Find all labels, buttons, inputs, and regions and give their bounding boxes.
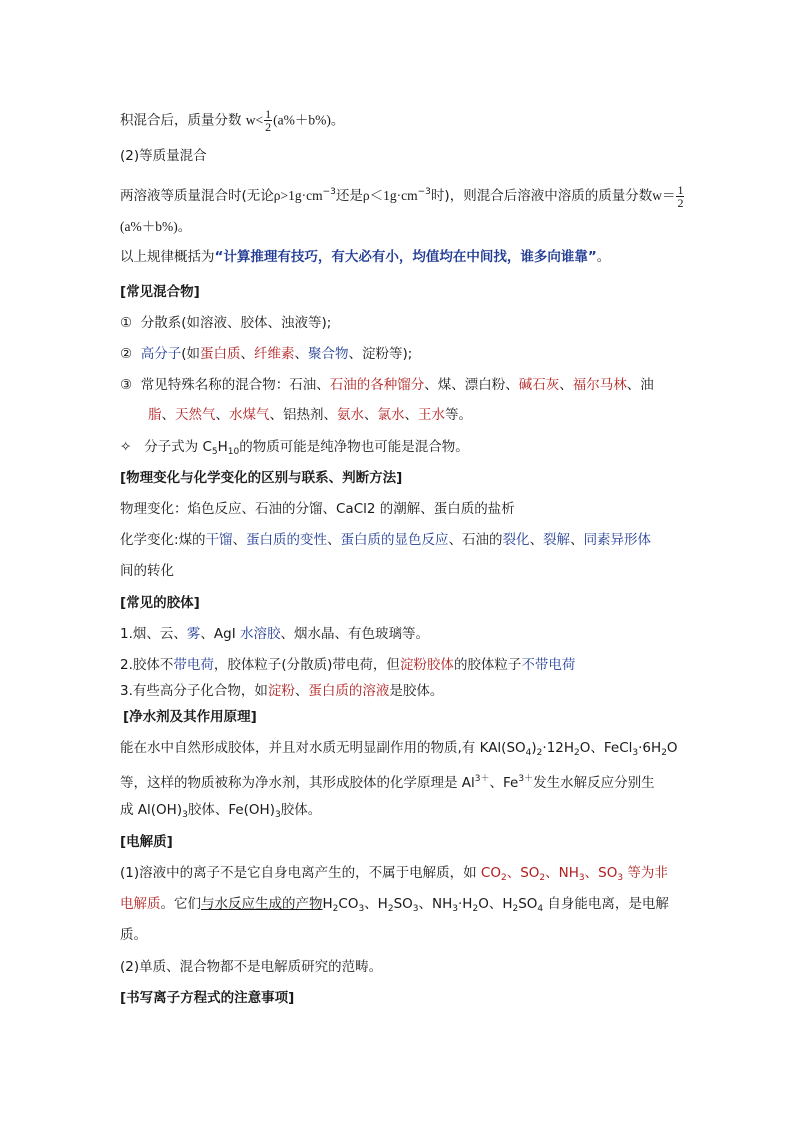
line-equal-mass-heading: (2)等质量混合 — [120, 148, 207, 164]
list-item-special-mixtures: ③ 常见特殊名称的混合物：石油、石油的各种馏分、煤、漂白粉、碱石灰、福尔马林、油 — [120, 377, 654, 393]
line-chemical-change: 化学变化:煤的干馏、蛋白质的变性、蛋白质的显色反应、石油的裂化、裂解、同素异形体 — [120, 532, 652, 548]
line-electrolyte-2: 电解质。它们与水反应生成的产物$H_2CO_3$、$H_2SO_3$、$NH_3\cdot H_2O$、$H_2SO_4$ 自身能电离，是电解 — [120, 896, 669, 914]
heading-electrolyte: [电解质] — [120, 834, 173, 850]
fraction-half: $\frac{1}{2}$ — [265, 107, 272, 134]
line-equal-mass-end: (a%＋b%)。 — [120, 219, 192, 234]
heading-physical-chemical-change: [物理变化与化学变化的区别与联系、判断方法] — [120, 470, 403, 486]
diamond-icon: ✧ — [120, 439, 132, 455]
list-item-polymer: ② 高分子(如蛋白质、纤维素、聚合物、淀粉等); — [120, 346, 413, 362]
line-physical-change: 物理变化：焰色反应、石油的分馏、CaCl2 的潮解、蛋白质的盐析 — [120, 501, 515, 517]
line-purifier-1: 能在水中自然形成胶体，并且对水质无明显副作用的物质,有 $KAl(SO_4)_2\cdot 12H_2O$、$FeCl_3\cdot 6H_2O$ — [120, 740, 678, 758]
line-colloid-2: 2.胶体不带电荷，胶体粒子(分散质)带电荷，但淀粉胶体的胶体粒子不带电荷 — [120, 657, 576, 673]
list-item-dispersion: ① 分散系(如溶液、胶体、浊液等); — [120, 315, 332, 331]
list-item-special-mixtures-cont: 脂、天然气、水煤气、铝热剂、氨水、氯水、王水等。 — [148, 407, 472, 423]
text: w< — [245, 112, 264, 128]
heading-ionic-equation-notes: [书写离子方程式的注意事项] — [120, 990, 295, 1006]
text: 积混合后，质量分数 — [120, 112, 242, 129]
heading-water-purifier: [净水剂及其作用原理] — [123, 709, 257, 725]
line-purifier-2: 等，这样的物质被称为净水剂，其形成胶体的化学原理是 $Al^{3+}$、$Fe^{3+}$发生水解反应分别生 — [120, 774, 655, 791]
line-colloid-1: 1.烟、云、雾、AgI 水溶胶、烟水晶、有色玻璃等。 — [120, 626, 429, 642]
line-electrolyte-3: 质。 — [120, 927, 147, 943]
line-chemical-change-cont: 间的转化 — [120, 563, 174, 579]
heading-common-colloids: [常见的胶体] — [120, 595, 200, 611]
list-item-c5h10: ✧ 分子式为 $C_5H_{10}$的物质可能是纯净物也可能是混合物。 — [120, 439, 469, 457]
line-purifier-3: 成 $Al(OH)_3$胶体、$Fe(OH)_3$胶体。 — [120, 802, 322, 820]
heading-common-mixtures: [常见混合物] — [120, 284, 200, 300]
line-mixed-volume-result — [120, 108, 344, 133]
fraction-half: $\frac{1}{2}$ — [677, 182, 684, 210]
text: (a%＋b%)。 — [273, 112, 345, 128]
line-rule-summary: 以上规律概括为“计算推理有技巧，有大必有小，均值均在中间找，谁多向谁靠”。 — [120, 249, 611, 265]
line-electrolyte-1: (1)溶液中的离子不是它自身电离产生的，不属于电解质，如 $CO_2$、$SO_2$、$NH_3$、$SO_3$ 等为非 — [120, 865, 668, 883]
line-equal-mass-rule: 两溶液等质量混合时(无论$\rho>1g\cdot cm^{-3}$还是$\rho<1g\cdot cm^{-3}$时)，则混合后溶液中溶质的质量分数w＝ $\frac{1}{2}$ — [120, 182, 684, 210]
line-electrolyte-4: (2)单质、混合物都不是电解质研究的范畴。 — [120, 959, 383, 975]
line-colloid-3: 3.有些高分子化合物，如淀粉、蛋白质的溶液是胶体。 — [120, 683, 444, 699]
